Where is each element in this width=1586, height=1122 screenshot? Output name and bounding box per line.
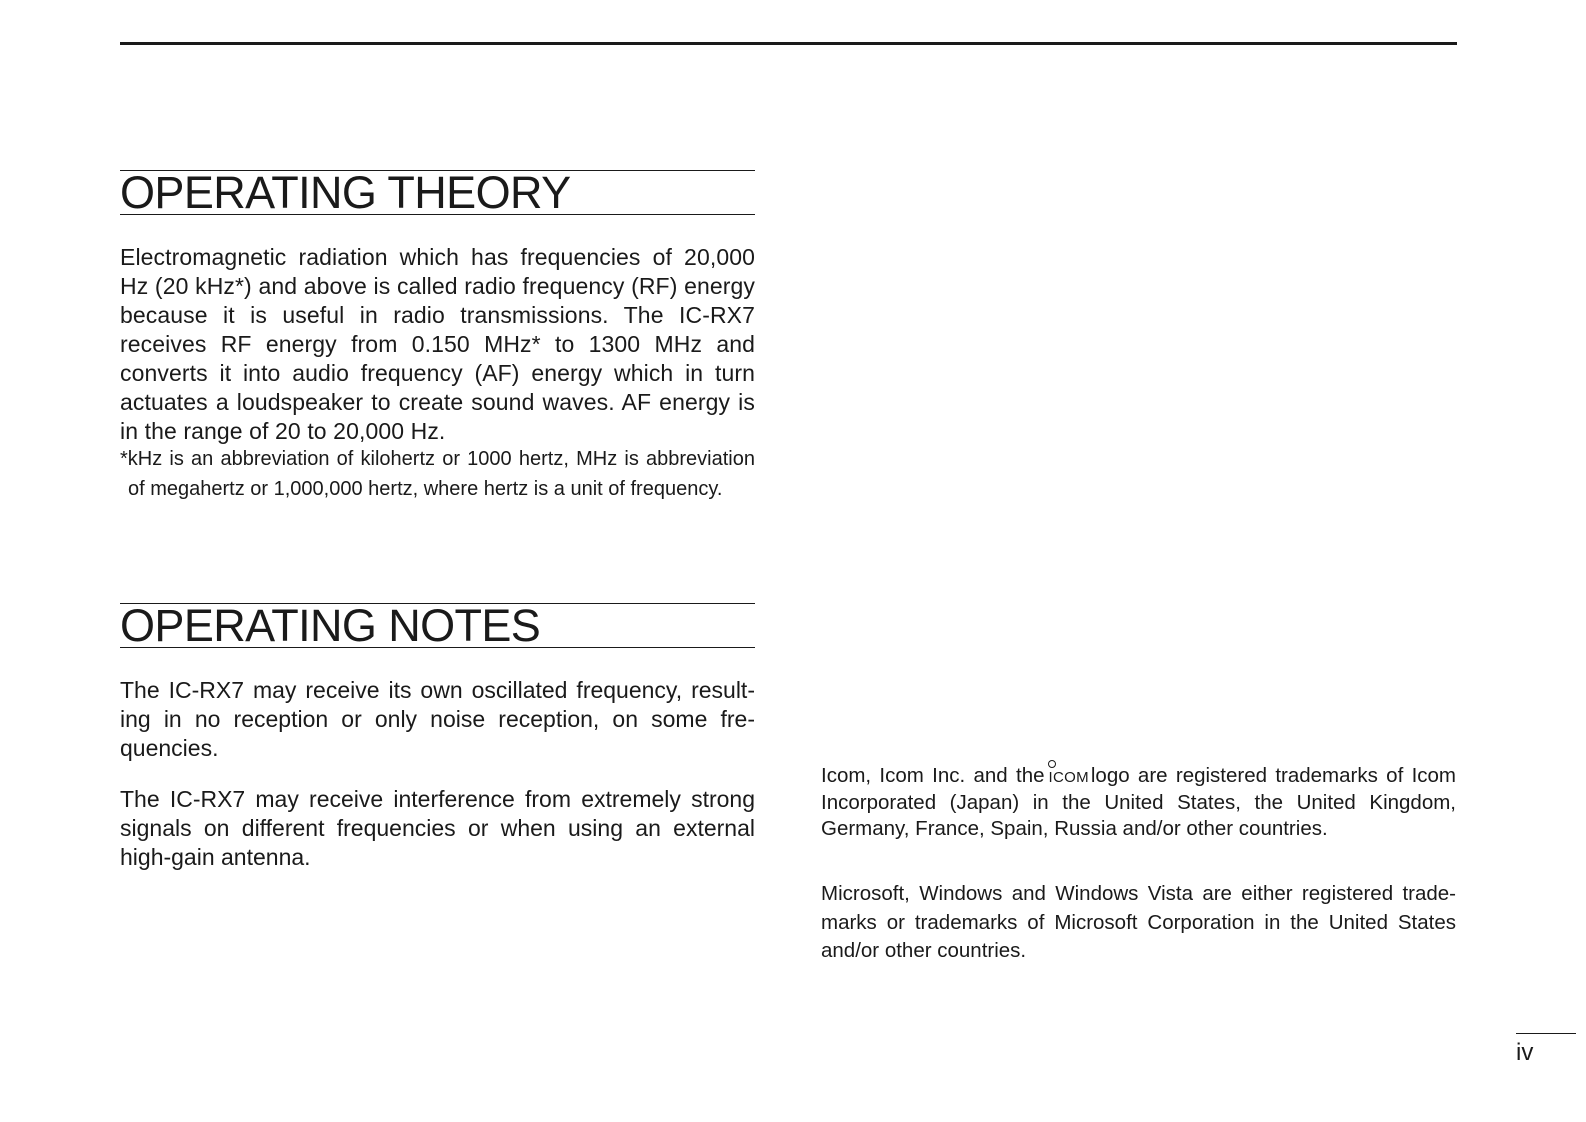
icom-trademark-text: [821, 763, 1456, 843]
operating-theory-section: [120, 167, 755, 504]
page-number: iv: [1516, 1039, 1534, 1066]
icom-logo-text: ICOM: [1048, 769, 1089, 786]
microsoft-trademark-notice: [821, 880, 1456, 966]
icom-logo: [1049, 770, 1089, 785]
icom-trademark-lead: Icom, Icom Inc. and the: [821, 764, 1045, 787]
operating-notes-section: [120, 600, 755, 872]
operating-theory-footnote: *kHz is an abbreviation of kilohertz or 1000 hertz, MHz is abbreviation of megahertz or 1,000,000 hertz, where hertz is a unit of frequency.: [120, 448, 755, 500]
operating-notes-paragraph-1: The IC-RX7 may receive its own oscillated frequency, resulting in no reception or only noise reception, on some frequencies.: [120, 677, 755, 761]
operating-notes-heading: OPERATING NOTES: [120, 603, 755, 648]
operating-notes-paragraph-2: The IC-RX7 may receive interference from extremely strong signals on different frequencies or when using an external high-gain antenna.: [120, 786, 755, 870]
operating-theory-heading: OPERATING THEORY: [120, 170, 755, 215]
icom-trademark-notice: [821, 763, 1456, 843]
page-number-rule: [1516, 1033, 1576, 1034]
microsoft-trademark-text: Microsoft, Windows and Windows Vista are either registered trademarks or trademarks of Microsoft Corporation in the United States and/or other countries.: [821, 882, 1456, 962]
icom-trademark-rest: logo are registered trademarks of Icom Incorporated (Japan) in the United States, the United Kingdom, Germany, France, Spain, Russia and/or other countries.: [821, 764, 1456, 840]
icom-logo-dot: [1048, 760, 1056, 768]
operating-theory-body: Electromagnetic radiation which has frequencies of 20,000 Hz (20 kHz*) and above is called radio frequency (RF) energy because it is useful in radio transmissions. The IC-RX7 receives RF energy from 0.150 MHz* to 1300 MHz and converts it into audio frequency (AF) energy which in turn actuates a loudspeaker to create sound waves. AF energy is in the range of 20 to 20,000 Hz.: [120, 244, 755, 444]
top-rule: [120, 42, 1457, 45]
